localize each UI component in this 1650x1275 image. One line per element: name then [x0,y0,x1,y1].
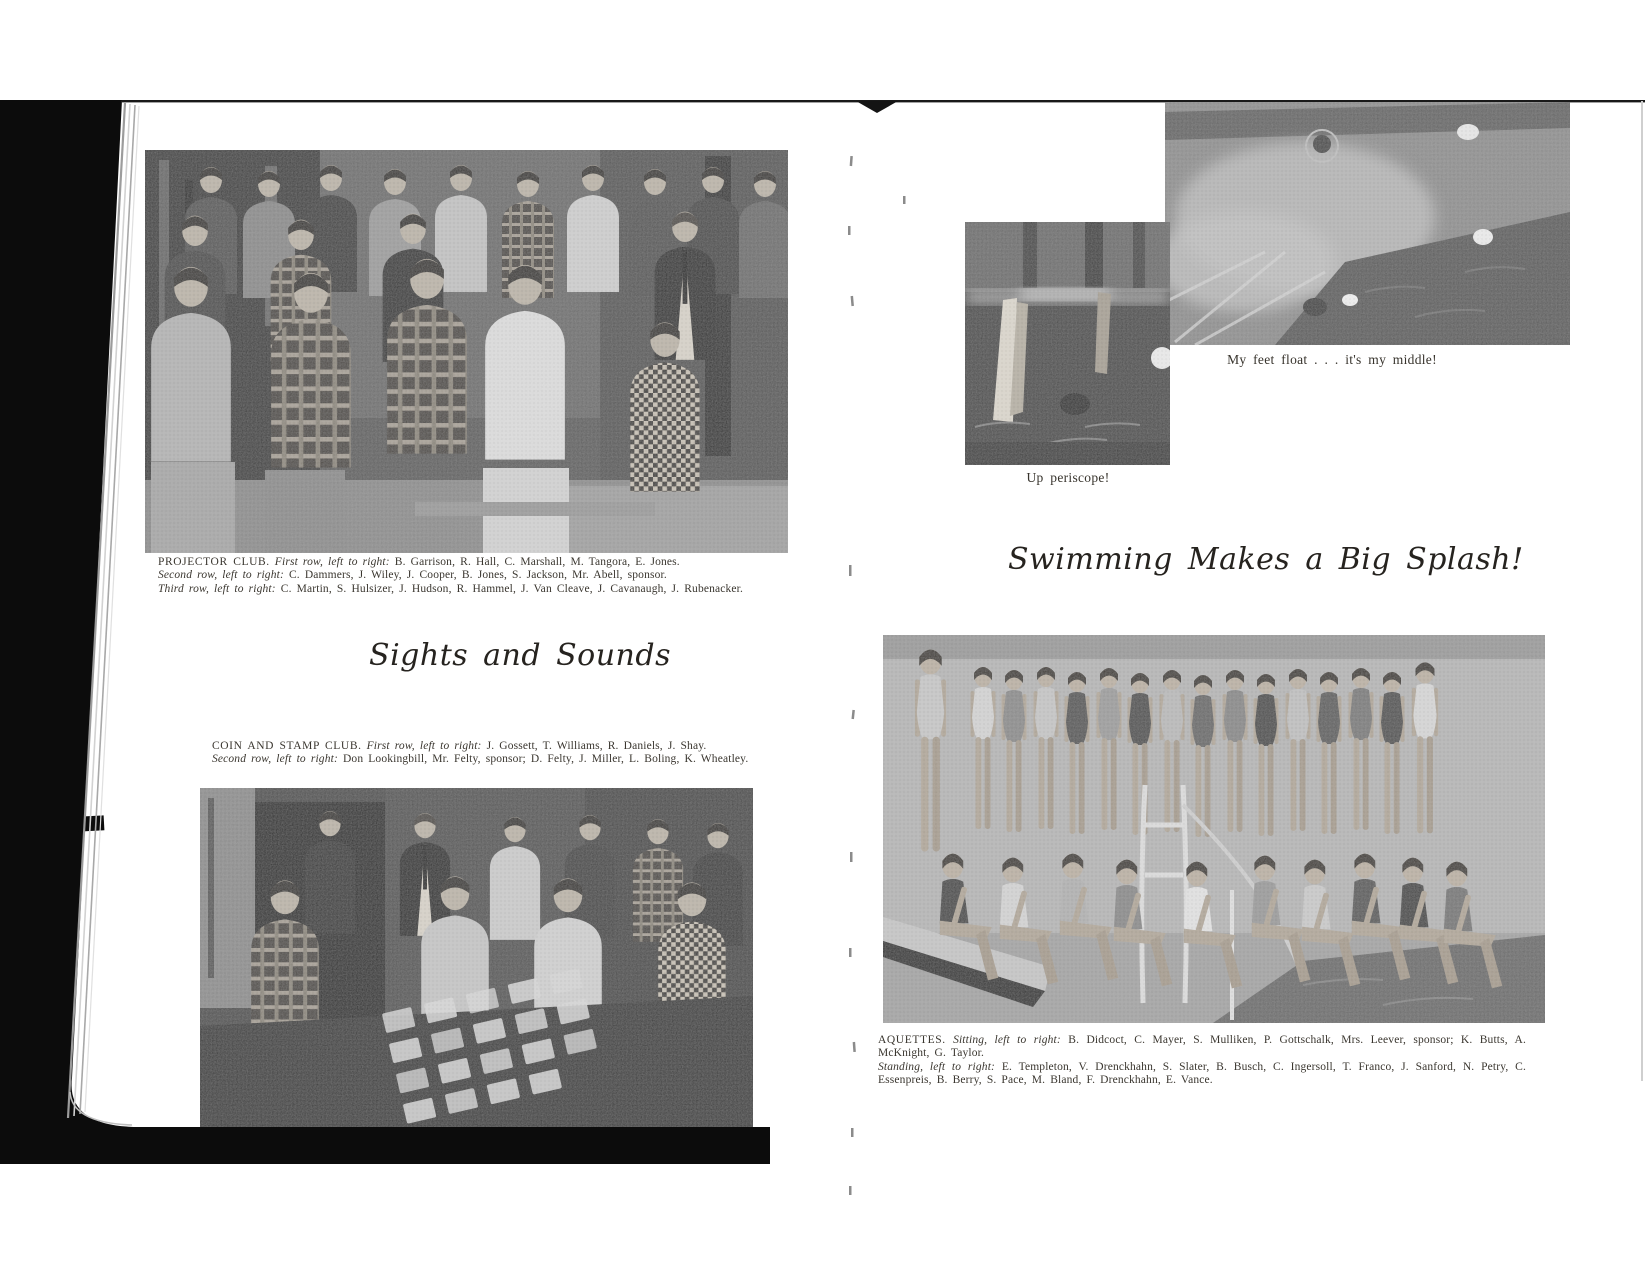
caption-line [158,556,758,569]
feet-float-caption: My feet float . . . it's my middle! [1227,352,1437,367]
caption-paragraph [878,1061,1526,1088]
row-intro: Standing, left to right: [878,1060,996,1073]
coin-stamp-club-photo [200,788,753,1127]
row-intro: Second row, left to right: [212,753,338,766]
row-names: C. Dammers, J. Wiley, J. Cooper, B. Jones, S. Jackson, Mr. Abell, sponsor. [288,569,667,582]
gutter-notch [856,101,898,113]
row-names: C. Martin, S. Hulsizer, J. Hudson, R. Hammel, J. Van Cleave, J. Cavanaugh, J. Rubenacker. [280,582,744,595]
row-names: Don Lookingbill, Mr. Felty, sponsor; D. Felty, J. Miller, L. Boling, K. Wheatley. [342,753,749,766]
row-names: J. Gossett, T. Williams, R. Daniels, J. Shay. [486,740,707,752]
up-periscope-photo [965,222,1170,465]
row-intro: First row, left to right: [366,740,482,752]
aquettes-photo [883,635,1545,1023]
row-names: B. Didcoct, C. Mayer, S. Mulliken, P. Gottschalk, Mrs. Leever, sponsor; K. Butts, A. McKnight, G. Taylor. [878,1034,1527,1060]
caption-line [158,569,758,582]
row-names: B. Garrison, R. Hall, C. Marshall, M. Tangora, E. Jones. [394,556,680,568]
sights-and-sounds-title: Sights and Sounds [369,638,671,673]
swimming-splash-title: Swimming Makes a Big Splash! [1008,542,1524,577]
row-intro: First row, left to right: [274,556,390,568]
club-name: AQUETTES. [878,1034,946,1046]
caption-paragraph [212,740,772,753]
right-page-edge-line [1641,101,1643,1081]
feet-float-photo [1165,102,1570,345]
row-names: E. Templeton, V. Drenckhahn, S. Slater, B. Busch, C. Ingersoll, T. Franco, J. Sanford, N. Petry, C. Essenpreis, B. Berry, S. Pace, M. Bland, F. Drenckhahn, E. Vance. [878,1060,1526,1087]
projector-club-photo [145,150,788,553]
row-intro: Sitting, left to right: [953,1034,1061,1046]
row-intro: Second row, left to right: [158,569,284,582]
coin-stamp-club-caption [212,740,772,767]
caption-line [158,583,758,596]
row-intro: Third row, left to right: [158,582,276,595]
caption-paragraph [878,1034,1526,1061]
projector-club-caption [158,556,758,596]
club-name: COIN AND STAMP CLUB. [212,740,362,752]
up-periscope-caption: Up periscope! [1026,470,1110,485]
aquettes-caption [878,1034,1526,1088]
club-name: PROJECTOR CLUB. [158,556,270,568]
caption-paragraph [212,753,772,766]
